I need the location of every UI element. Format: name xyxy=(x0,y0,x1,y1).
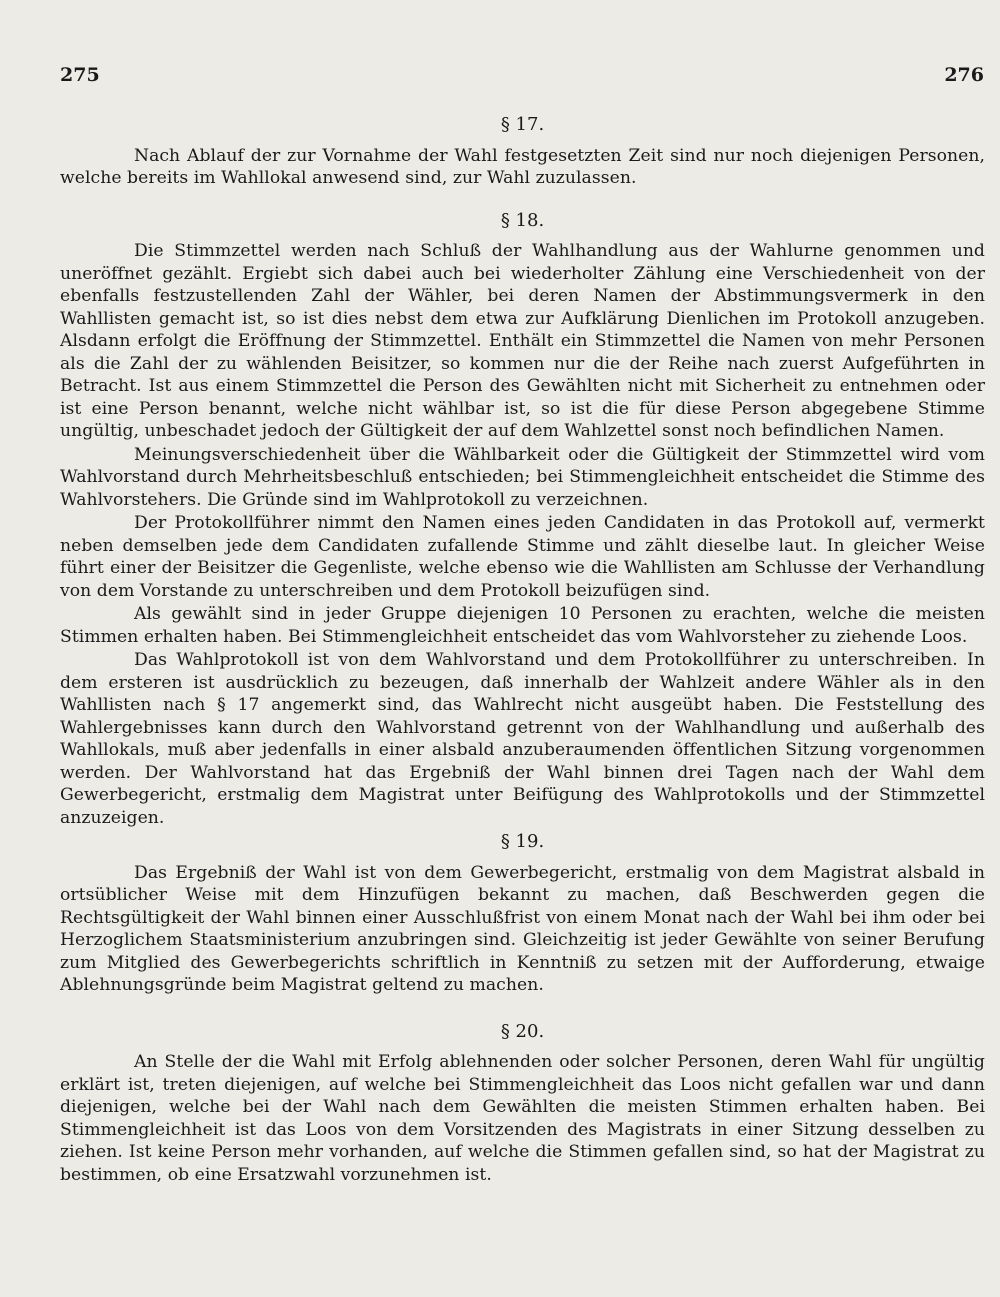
section-17-paragraph-1: Nach Ablauf der zur Vornahme der Wahl festgesetzten Zeit sind nur noch diejenigen Personen, welche bereits im Wahllokal anwesend sind, zur Wahl zuzulassen. xyxy=(60,145,985,188)
page-number-right: 276 xyxy=(944,64,984,86)
section-18-paragraph-3: Der Protokollführer nimmt den Namen eines jeden Candidaten in das Protokoll auf, vermerkt neben demselben jede dem Candidaten zufallende Stimme und zählt dieselbe laut. In gleicher Weise führt einer der Beisitzer die Gegenliste, welche ebenso wie die Wahllisten am Schlusse der Verhandlung von dem Vorstande zu unterschreiben und dem Protokoll beizufügen sind. xyxy=(60,513,985,601)
section-18-paragraph-2: Meinungsverschiedenheit über die Wählbarkeit oder die Gültigkeit der Stimmzettel wird vom Wahlvorstand durch Mehrheitsbeschluß entschieden; bei Stimmengleichheit entscheidet die Stimme des Wahlvorstehers. Die Gründe sind im Wahlprotokoll zu verzeichnen. xyxy=(60,444,985,510)
document-body xyxy=(60,114,985,1186)
section-heading-19: § 19. xyxy=(500,831,545,852)
section-heading-20: § 20. xyxy=(500,1020,545,1042)
section-19-paragraph-1: Das Ergebniß der Wahl ist von dem Gewerbegericht, erstmalig von dem Magistrat alsbald in ortsüblicher Weise mit dem Hinzufügen bekannt zu machen, daß Beschwerden gegen die Rechtsgültigkeit der Wahl binnen einer Ausschlußfrist von einem Monat nach der Wahl bei ihm oder bei Herzoglichem Staatsministerium anzubringen sind. Gleichzeitig ist jeder Gewählte von seiner Berufung zum Mitglied des Gewerbegerichts schriftlich in Kenntniß zu setzen mit der Aufforderung, etwaige Ablehnungsgründe beim Magistrat geltend zu machen. xyxy=(60,862,985,995)
section-20-paragraph-1: An Stelle der die Wahl mit Erfolg ablehnenden oder solcher Personen, deren Wahl für ungültig erklärt ist, treten diejenigen, auf welche bei Stimmengleichheit das Loos nicht gefallen war und dann diejenigen, welche bei der Wahl nach dem Gewählten die meisten Stimmen erhalten haben. Bei Stimmengleichheit ist das Loos von dem Vorsitzenden des Magistrats in einer Sitzung desselben zu ziehen. Ist keine Person mehr vorhanden, auf welche die Stimmen gefallen sind, so hat der Magistrat zu bestimmen, ob eine Ersatzwahl vorzunehmen ist. xyxy=(60,1052,985,1185)
section-18-paragraph-5: Das Wahlprotokoll ist von dem Wahlvorstand und dem Protokollführer zu unterschreiben. In dem ersteren ist ausdrücklich zu bezeugen, daß innerhalb der Wahlzeit andere Wähler als in den Wahllisten nach § 17 angemerkt sind, das Wahlrecht nicht ausgeübt haben. Die Feststellung des Wahlergebnisses kann durch den Wahlvorstand getrennt von der Wahlhandlung und außerhalb des Wahllokals, muß aber jedenfalls in einer alsbald anzuberaumenden öffentlichen Sitzung vorgenommen werden. Der Wahlvorstand hat das Ergebniß der Wahl binnen drei Tagen nach der Wahl dem Gewerbegericht, erstmalig dem Magistrat unter Beifügung des Wahlprotokolls und der Stimmzettel anzuzeigen. xyxy=(60,650,985,828)
page-number-left: 275 xyxy=(60,64,100,86)
section-heading-18: § 18. xyxy=(500,209,545,231)
section-18-paragraph-1: Die Stimmzettel werden nach Schluß der Wahlhandlung aus der Wahlurne genommen und uneröffnet gezählt. Ergiebt sich dabei auch bei wiederholter Zählung eine Verschiedenheit von der ebenfalls festzustellenden Zahl der Wähler, bei deren Namen der Abstimmungsvermerk in den Wahllisten gemacht ist, so ist dies nebst dem etwa zur Aufklärung Dienlichen im Protokoll anzugeben. Alsdann erfolgt die Eröffnung der Stimmzettel. Enthält ein Stimmzettel die Namen von mehr Personen als die Zahl der zu wählenden Beisitzer, so kommen nur die der Reihe nach zuerst Aufgeführten in Betracht. Ist aus einem Stimmzettel die Person des Gewählten nicht mit Sicherheit zu entnehmen oder ist eine Person benannt, welche nicht wählbar ist, so ist die für diese Person abgegebene Stimme ungültig, unbeschadet jedoch der Gültigkeit der auf dem Wahlzettel sonst noch befindlichen Namen. xyxy=(60,241,985,441)
section-18-paragraph-4: Als gewählt sind in jeder Gruppe diejenigen 10 Personen zu erachten, welche die meisten Stimmen erhalten haben. Bei Stimmengleichheit entscheidet das vom Wahlvorsteher zu ziehende Loos. xyxy=(60,604,985,647)
section-heading-17: § 17. xyxy=(500,114,545,135)
